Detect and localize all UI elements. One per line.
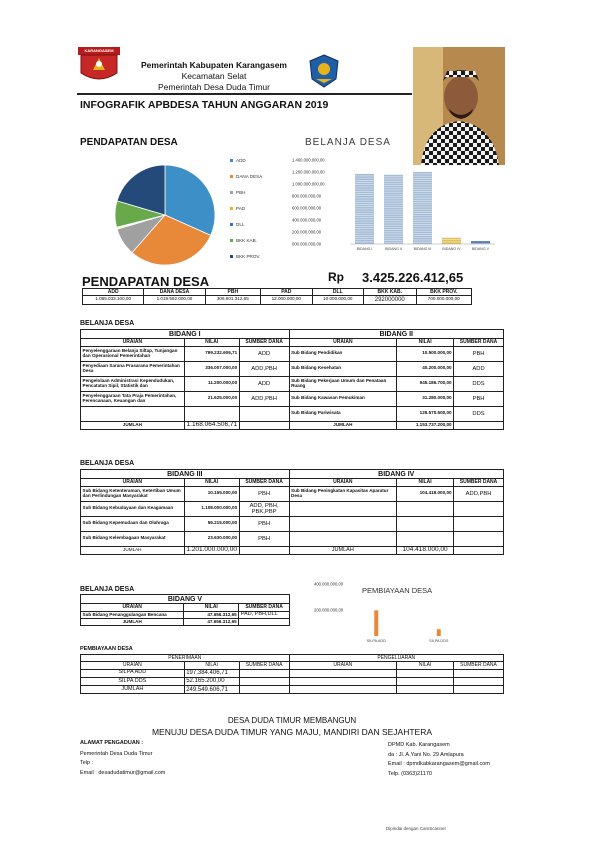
row-sumber-dana: DDS [454,376,504,391]
col-nilai: NILAI [184,662,239,669]
row-sumber-dana: ADD [239,346,289,361]
row-uraian: Sub Bidang Kelembagaan Masyarakat [81,531,185,546]
y-tick-label: 1.200.000.000,00 [292,169,325,175]
empty-cell [289,531,397,546]
pendapatan-col-dll: DLL [312,289,363,296]
col-uraian: URAIAN [81,604,184,611]
row-uraian: Sub Bidang Kesehatan [289,361,397,376]
col-uraian: URAIAN [81,339,185,346]
bidang-5-uraian: Sub Bidang Penanggulangan Bencana [81,611,184,619]
dpmd-email: Email : dpmdkabkarangasem@gmail.com [388,761,490,767]
row-nilai: 40.200.000,00 [397,361,454,376]
empty-cell [239,546,289,555]
row-uraian: Sub Bidang Kawasan Pemukiman [289,391,397,406]
empty-cell [454,669,504,677]
complaint-office: Pemerintah Desa Duda Timur [80,751,153,757]
col-sumber-dana: SUMBER DANA [239,604,290,611]
pembiayaan-total: 249.549.606,71 [184,686,239,694]
table-row [81,531,504,546]
jumlah-label: JUMLAH [289,546,397,555]
belanja-bidang-3-4-table [80,469,504,555]
x-tick-label: BIDANG III [413,247,432,251]
footer-motto-1: DESA DUDA TIMUR MEMBANGUN [227,716,357,725]
dpmd-address: da : Jl. A.Yani No. 29 Amlapura [388,752,464,758]
silpa-add-value: 197.384.406,71 [184,669,239,677]
legend-item [230,216,290,232]
legend-swatch [230,159,233,162]
empty-cell [239,421,289,430]
row-uraian: Sub Bidang Pekerjaan Umum dan Penataan Ruang [289,376,397,391]
scanner-watermark: Dipindai dengan CamScanner [386,826,447,831]
empty-cell [239,686,289,694]
row-uraian: Sub Bidang Pariwisata [289,406,397,421]
col-sumber-dana: SUMBER DANA [239,339,289,346]
col-sumber-dana: SUMBER DANA [239,662,289,669]
empty-cell [454,421,504,430]
row-nilai: 126.570.500,00 [397,406,454,421]
jumlah-label: JUMLAH [289,421,397,430]
table-row [81,501,504,516]
empty-cell [289,501,397,516]
col-sumber-dana: SUMBER DANA [454,662,504,669]
row-nilai: 21.625.000,00 [184,391,239,406]
row-uraian: Pengelolaan Administrasi Kependudukan, Pencatatan Sipil, Statistik dan [81,376,185,391]
row-sumber-dana: PBH [454,346,504,361]
bidang-3-total: 1.201.000.000,00 [184,546,239,555]
pembiayaan-table [80,654,504,694]
legend-label: BKK KAB. [236,237,257,243]
bidang-1-total: 1.168.064.506,71 [184,421,239,430]
legend-label: DANA DESA [236,173,263,179]
table-row [81,406,504,421]
y-tick-label: 400.000.000,00 [314,581,344,587]
legend-swatch [230,207,233,210]
table-row [81,346,504,361]
pendapatan-pie-chart [110,160,220,270]
belanja-bar-chart [290,150,500,265]
pendapatan-value: 700.000.000,00 [416,296,471,304]
empty-cell [454,677,504,685]
row-sumber-dana: ADD,PBH [454,486,504,501]
pendapatan-table [82,288,472,305]
belanja-chart-title: BELANJA DESA [305,137,391,148]
table-row [81,669,504,677]
pendapatan-total-label: PENDAPATAN DESA [82,274,210,289]
pendapatan-value: 1.019.592.000,00 [144,296,205,304]
x-tick-label: BIDANG IV [442,247,461,251]
col-nilai: NILAI [184,604,239,611]
x-tick-label: BIDANG V [471,247,490,251]
pendapatan-col-pad: PAD [261,289,312,296]
legend-label: PBH [236,189,246,195]
row-sumber-dana: PBH [239,486,289,501]
pembiayaan-chart-title: PEMBIAYAAN DESA [362,586,433,595]
legend-swatch [230,191,233,194]
row-sumber-dana: ADD,PBH [239,391,289,406]
empty-cell [397,669,454,677]
col-sumber-dana: SUMBER DANA [454,339,504,346]
x-tick-label: SILPA ADD [366,639,386,643]
karangasem-logo [78,47,120,85]
empty-cell [397,686,454,694]
col-sumber-dana: SUMBER DANA [239,479,289,486]
y-tick-label: 000.000.000,00 [292,241,322,247]
bidang-3-title: BIDANG III [81,470,290,479]
empty-cell [454,501,504,516]
bidang-5-total: 47.656.312,65 [184,619,239,626]
empty-cell [454,686,504,694]
y-tick-label: 1.400.000.000,00 [292,157,325,163]
jumlah-label: JUMLAH [81,619,184,626]
belanja-bar-2 [384,175,403,244]
logo-caption: KARANGASEM [84,48,114,53]
jumlah-label: JUMLAH [81,686,185,694]
x-tick-label: BIDANG I [356,247,373,251]
empty-cell [239,677,289,685]
y-tick-label: 200.000.000,00 [292,229,322,235]
infographic-title: INFOGRAFIK APBDESA TAHUN ANGGARAN 2019 [80,99,329,111]
row-nilai: 11.200.000,00 [184,376,239,391]
row-nilai: 945.186.700,00 [397,376,454,391]
legend-swatch [230,239,233,242]
empty-cell [81,406,185,421]
row-nilai: 31.280.000,00 [397,391,454,406]
legend-item [230,168,290,184]
belanja-bar-4 [442,238,461,244]
jumlah-label: JUMLAH [81,546,185,555]
legend-item [230,152,290,168]
bidang-2-title: BIDANG II [289,330,503,339]
bidang-5-nilai: 47.656.312,65 [184,611,239,619]
row-uraian: Penyelenggaraan Belanja Siltap, Tunjangan dan Operasional Pemerintahan [81,346,185,361]
col-uraian: URAIAN [289,339,397,346]
legend-label: PAD [236,205,246,211]
pendapatan-col-dana-desa: DANA DESA [144,289,205,296]
empty-cell [397,501,454,516]
bidang-5-title: BIDANG V [81,595,290,604]
y-tick-label: 400.000.000,00 [292,217,322,223]
bidang-2-total: 1.153.737.200,00 [397,421,454,430]
table-row [81,686,504,694]
official-portrait-photo [413,47,505,165]
pembiayaan-section-label: PEMBIAYAAN DESA [80,646,133,652]
empty-cell [289,516,397,531]
row-sumber-dana: DDS [454,406,504,421]
complaint-address-label: ALAMAT PENGADUAN : [80,740,144,746]
col-uraian: URAIAN [81,662,185,669]
row-uraian: Sub Bidang Peningkatan Kapasitas Aparatur Desa [289,486,397,501]
row-nilai: 59.215.000,00 [184,516,239,531]
row-sumber-dana: ADD [239,376,289,391]
legend-item [230,184,290,200]
jumlah-label: JUMLAH [81,421,185,430]
col-nilai: NILAI [397,662,454,669]
empty-cell [454,516,504,531]
col-nilai: NILAI [397,479,454,486]
legend-swatch [230,223,233,226]
belanja-section-1-label: BELANJA DESA [80,320,135,327]
empty-cell [397,677,454,685]
pendapatan-value: 10.000.000,00 [312,296,363,304]
table-row [81,486,504,501]
legend-label: DLL [236,221,245,227]
pendapatan-col-bkk-kab: BKK KAB. [364,289,417,296]
pendapatan-col-pbh: PBH [205,289,260,296]
table-row [81,516,504,531]
empty-cell [289,669,397,677]
belanja-bidang-5-table [80,594,290,626]
pendapatan-chart-title: PENDAPATAN DESA [80,137,178,148]
row-uraian: Sub Bidang Kebudayaan dan Keagamaan [81,501,185,516]
empty-cell [397,531,454,546]
pendapatan-total-rp: Rp [328,270,344,284]
bidang-4-title: BIDANG IV [289,470,503,479]
complaint-phone: Telp : [80,760,94,766]
col-uraian: URAIAN [289,662,397,669]
x-tick-label: SILPA DDS [429,639,449,643]
row-uraian: Penyediaan Sarana Prasarana Pemerintahan Desa [81,361,185,376]
col-nilai: NILAI [397,339,454,346]
row-nilai: 23.630.000,00 [184,531,239,546]
x-tick-label: BIDANG II [385,247,402,251]
col-nilai: NILAI [184,479,239,486]
header-line-1: Pemerintah Kabupaten Karangasem [141,60,287,70]
dpmd-office: DPMD Kab. Karangasem [388,742,450,748]
empty-cell [239,669,289,677]
row-uraian: Sub Bidang Kepemudaan dan Olahraga [81,516,185,531]
empty-cell [289,677,397,685]
pembiayaan-bar-1 [374,610,378,636]
pendapatan-value: 306.601.312,65 [205,296,260,304]
legend-swatch [230,255,233,258]
pendapatan-total-amount: 3.425.226.412,65 [362,270,464,285]
row-nilai: 799.232.606,71 [184,346,239,361]
header-line-2: Kecamatan Selat [181,71,247,81]
row-nilai: 10.155.000,00 [184,486,239,501]
belanja-bidang-1-2-table [80,329,504,430]
pengeluaran-title: PENGELUARAN [289,655,503,662]
row-uraian: Sub Bidang Pendidikan [289,346,397,361]
row-sumber-dana: ADD, PBH, PBK,PBP [239,501,289,516]
belanja-section-2-label: BELANJA DESA [80,460,135,467]
bidang-5-sumber: PAD, PBH,DLL [239,611,290,619]
belanja-bar-3 [413,172,432,244]
row-sumber-dana: PBH [239,516,289,531]
table-row [81,677,504,685]
row-nilai: 336.007.000,00 [184,361,239,376]
provincial-emblem-icon [306,53,342,89]
legend-label: ADD [236,157,246,163]
pendapatan-col-bkk-prov: BKK PROV. [416,289,471,296]
row-uraian: Penyelenggaraan Tata Praja Pemerintahan, Perencanaan, Keuangan dan [81,391,185,406]
legend-item [230,200,290,216]
empty-cell [239,619,290,626]
empty-cell [397,516,454,531]
legend-swatch [230,175,233,178]
empty-cell [289,686,397,694]
silpa-dds-label: SILPA DDS [81,677,185,685]
header-rule [77,93,412,95]
row-sumber-dana: ADD,PBH [239,361,289,376]
table-row [81,361,504,376]
bidang-1-title: BIDANG I [81,330,290,339]
y-tick-label: 200.000.000,00 [314,607,344,613]
empty-cell [454,546,504,555]
row-sumber-dana: PBH [239,531,289,546]
y-tick-label: 600.000.000,00 [292,205,322,211]
pendapatan-value: 12.000.000,00 [261,296,312,304]
col-uraian: URAIAN [289,479,397,486]
col-sumber-dana: SUMBER DANA [454,479,504,486]
belanja-bar-1 [355,174,374,244]
row-nilai: 104.418.000,00 [397,486,454,501]
legend-label: BKK PROV. [236,253,261,259]
empty-cell [454,531,504,546]
footer-motto-2: MENUJU DESA DUDA TIMUR YANG MAJU, MANDIRI DAN SEJAHTERA [151,727,433,737]
empty-cell [184,406,239,421]
pembiayaan-bar-2 [437,629,441,636]
silpa-dds-value: 52.165.200,00 [184,677,239,685]
row-nilai: 10.500.000,00 [397,346,454,361]
legend-item [230,248,290,264]
row-nilai: 1.108.000.000,00 [184,501,239,516]
penerimaan-title: PENERIMAAN [81,655,290,662]
header-line-3: Pemerintah Desa Duda Timur [158,82,270,92]
col-nilai: NILAI [184,339,239,346]
legend-item [230,232,290,248]
bidang-4-total: 104.418.000,00 [397,546,454,555]
row-uraian: Sub Bidang Ketenteraman, Ketertiban Umum dan Perlindungan Masyarakat [81,486,185,501]
complaint-email: Email : desadudatimur@gmail.com [80,770,166,776]
pendapatan-pie-legend [230,152,290,264]
y-tick-label: 800.000.000,00 [292,193,322,199]
table-row [81,391,504,406]
y-tick-label: 1.000.000.000,00 [292,181,325,187]
col-uraian: URAIAN [81,479,185,486]
pendapatan-value: 1.085.033.100,00 [83,296,144,304]
belanja-section-3-label: BELANJA DESA [80,586,135,593]
row-sumber-dana: PBH [454,391,504,406]
belanja-bar-5 [471,241,490,244]
pendapatan-value: 292000000 [364,296,417,304]
silpa-add-label: SILPA ADD [81,669,185,677]
pendapatan-col-add: ADD [83,289,144,296]
empty-cell [239,406,289,421]
table-row [81,376,504,391]
row-sumber-dana: ADD [454,361,504,376]
dpmd-phone: Telp. (0363)21170 [388,771,432,777]
